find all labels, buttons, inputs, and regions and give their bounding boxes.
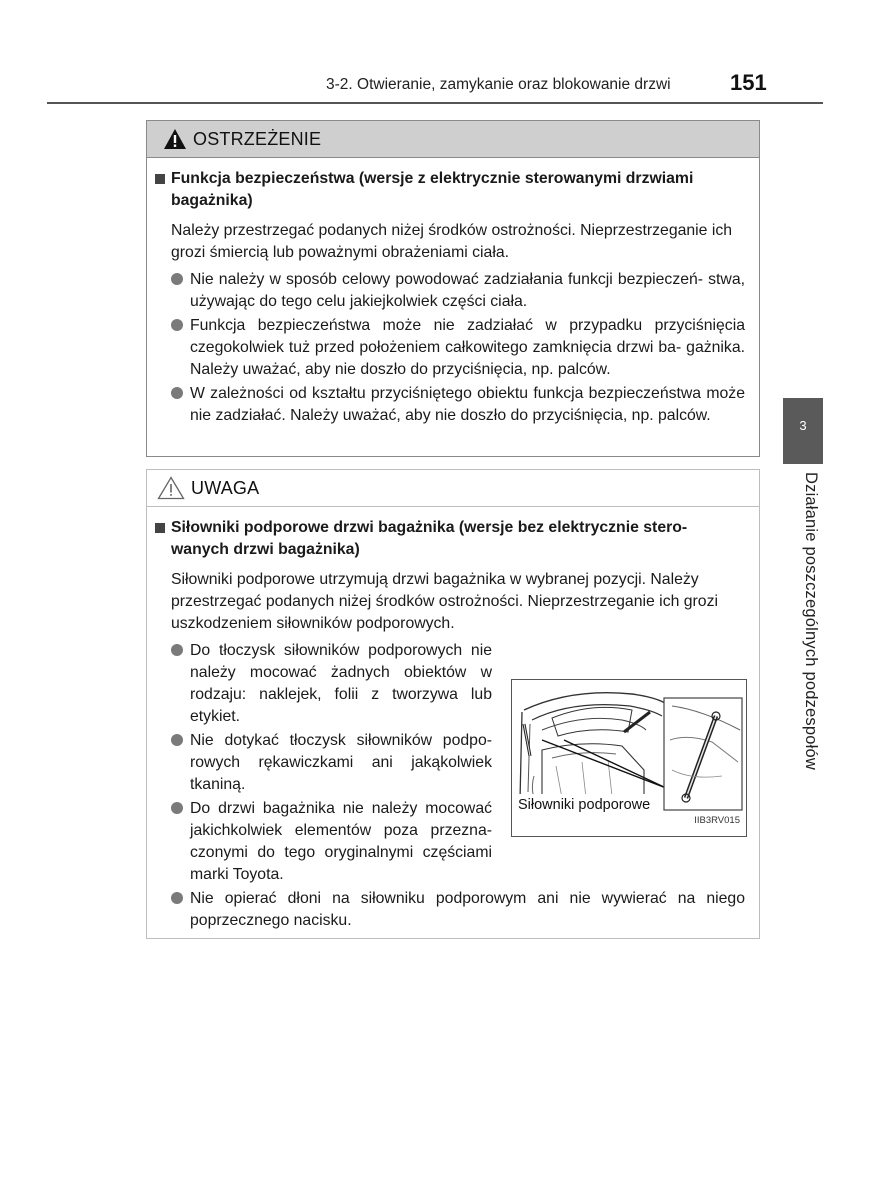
bullet-text: Do tłoczysk siłowników podporowych nie należy mocować żadnych obiektów w rodzaju: naklejek, folii z tworzywa lub etykiet. [190,642,492,725]
figure-code: IIB3RV015 [694,815,740,826]
warning-title: OSTRZEŻENIE [193,128,322,149]
caution-triangle-icon [157,476,185,500]
chapter-tab [783,398,823,464]
bullet-dot-icon [171,802,183,814]
caution-bullet-list-wide [155,888,745,932]
list-item [171,888,745,932]
bullet-text: Do drzwi bagażnika nie należy mocować jakichkolwiek elementów poza przezna- czonymi do tego oryginalnymi częściami marki Toyota. [190,800,492,883]
warning-header [147,121,759,158]
bullet-text: W zależności od kształtu przyciśniętego obiektu funkcja bezpieczeństwa może nie zadziałać. Należy uważać, aby nie doszło do przyciśnięcia, np. palców. [190,385,745,424]
warning-heading [155,168,745,212]
caution-heading-text: Siłowniki podporowe drzwi bagażnika (wersje bez elektrycznie stero- wanych drzwi bagażnika) [171,519,688,558]
warning-box [146,120,760,457]
figure-label: Siłowniki podporowe [516,794,652,816]
warning-bullet-list [155,269,745,427]
bullet-dot-icon [171,273,183,285]
bullet-dot-icon [171,734,183,746]
bullet-text: Nie dotykać tłoczysk siłowników podpo- rowych rękawiczkami ani jakąkolwiek tkaniną. [190,732,492,793]
bullet-dot-icon [171,892,183,904]
warning-intro: Należy przestrzegać podanych niżej środków ostrożności. Nieprzestrzeganie ich grozi śmiercią lub poważnymi obrażeniami ciała. [171,222,733,261]
list-item [171,269,745,313]
page-number: 151 [730,70,767,95]
square-bullet-icon [155,174,165,184]
warning-triangle-icon [163,128,187,150]
list-item [171,315,745,381]
bullet-text: Nie należy w sposób celowy powodować zadziałania funkcji bezpieczeń- stwa, używając do tego celu jakiejkolwiek części ciała. [190,271,745,310]
square-bullet-icon [155,523,165,533]
header-rule [47,102,823,104]
caution-title: UWAGA [191,477,260,498]
bullet-dot-icon [171,319,183,331]
chapter-number: 3 [799,418,807,433]
bullet-text: Funkcja bezpieczeństwa może nie zadziałać w przypadku przyciśnięcia czegokolwiek tuż przed położeniem całkowitego zamknięcia drzwi ba- gażnika. Należy uważać, aby nie doszło do przyciśnięcia, np. palców. [190,317,745,378]
list-item [171,383,745,427]
caution-box [146,469,760,939]
chapter-title: Działanie poszczególnych podzespołów [802,472,820,770]
bullet-dot-icon [171,644,183,656]
trunk-strut-illustration [511,679,747,837]
caution-header [147,470,759,507]
bullet-dot-icon [171,387,183,399]
caution-heading [155,517,745,561]
section-title: 3-2. Otwieranie, zamykanie oraz blokowanie drzwi [326,76,671,93]
warning-heading-text: Funkcja bezpieczeństwa (wersje z elektrycznie sterowanymi drzwiami bagażnika) [171,170,694,209]
caution-intro: Siłowniki podporowe utrzymują drzwi bagażnika w wybranej pozycji. Należy przestrzegać podanych niżej środków ostrożności. Nieprzestrzeganie ich grozi uszkodzeniem siłowników podporowych. [171,571,719,632]
bullet-text: Nie opierać dłoni na siłowniku podporowym ani nie wywierać na niego poprzecznego nacisku. [190,890,745,929]
